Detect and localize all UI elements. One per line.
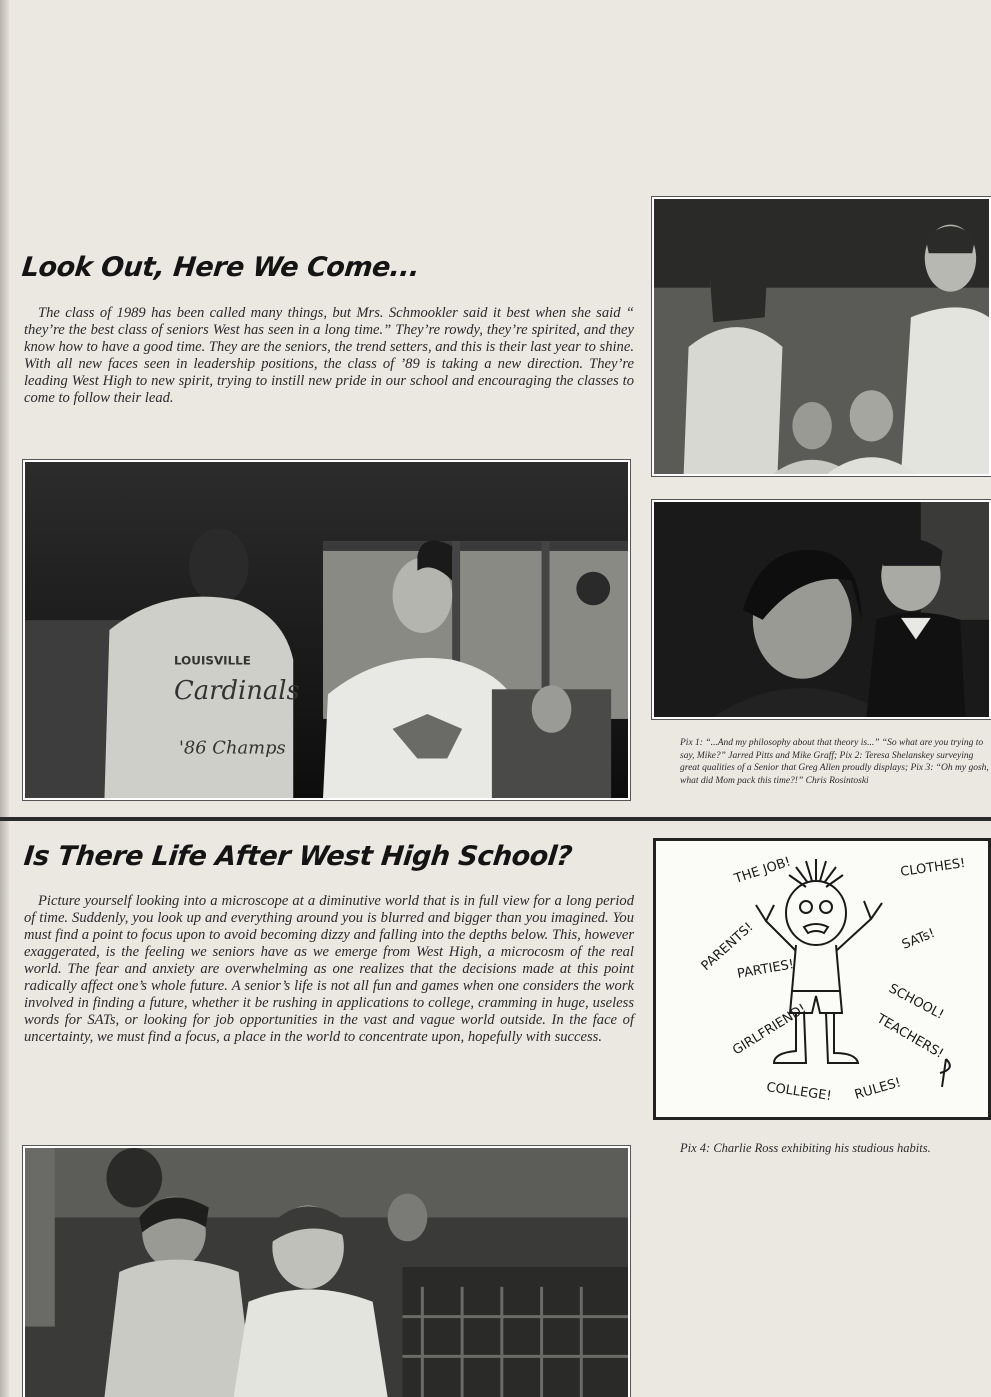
cartoon-word-parties: PARTIES! <box>736 957 796 982</box>
cartoon-word-college: COLLEGE! <box>765 1080 833 1105</box>
shirt-text-line1: LOUISVILLE <box>174 653 251 668</box>
cartoon-word-sats: SATs! <box>899 926 938 953</box>
photo-pix4-library <box>23 1146 630 1397</box>
cartoon-drawing-box <box>653 838 991 1120</box>
photo-pix2-outdoor-group <box>652 197 991 476</box>
page-binding-edge <box>0 0 10 1397</box>
shirt-text-line3: '86 Champs <box>178 737 286 759</box>
section2-paragraph-text: Picture yourself looking into a microscope at a diminutive world that is in full view for a long period of time. Suddenly, you look up and everything around you is blurred and bigger than you imagined. You must find a point to focus upon to avoid becoming dizzy and falling into the depths below. This, however exaggerated, is the feeling we seniors have as we emerge from West High, a microcosm of the real world. The fear and anxiety are overwhelming as one realizes that the decisions made at this point radically affect one’s whole future. A senior’s life is not all fun and games when one considers the work involved in finding a future, whether it be rushing in applications to college, cramming in huge, useless words for SATs, or looking for job opportunities in the vast and vague world outside. In the face of uncertainty, we must find a focus, a place in the world to concentrate upon, hopefully with success. <box>24 893 634 1045</box>
cartoon-word-parents: PARENTS! <box>698 919 757 974</box>
section2-paragraph <box>24 893 634 1046</box>
shirt-text-line2: Cardinals <box>174 676 300 707</box>
cartoon-word-girlfriend: GIRLFRIEND! <box>730 1001 810 1059</box>
caption-pix-4: Pix 4: Charlie Ross exhibiting his studious habits. <box>680 1141 931 1155</box>
section1-paragraph <box>24 305 634 407</box>
cartoon-word-rules: RULES! <box>852 1075 903 1103</box>
section1-paragraph-text: The class of 1989 has been called many things, but Mrs. Schmookler said it best when she said “ they’re the best class of seniors West has seen in a long time.” They’re rowdy, they’re spirited, and they know how to have a good time. They are the seniors, the trend setters, and this is their last year to shine. With all new faces seen in leadership positions, the class of ’89 is taking a new direction. They’re leading West High to new spirit, trying to instill new pride in our school and encouraging the classes to come to follow their lead. <box>24 305 634 406</box>
photo-pix1-students-talking <box>23 460 630 800</box>
cartoon-word-school: SCHOOL! <box>886 981 947 1023</box>
caption-pix-1-3: Pix 1: “...And my philosophy about that theory is...” “So what are you trying to say, Mike?” Jarred Pitts and Mike Graff; Pix 2: Teresa Shelanskey surveying great qualities of a Senior that Greg Allen proudly displays; Pix 3: “Oh my gosh, what did Mom pack this time?!” Chris Rosintoski <box>680 738 989 786</box>
section2-heading: Is There Life After West High School? <box>22 841 574 872</box>
section1-heading: Look Out, Here We Come... <box>20 252 421 283</box>
cartoon-word-job: THE JOB! <box>732 854 793 887</box>
cartoon-signature <box>940 1059 950 1087</box>
cartoon-word-teachers: TEACHERS! <box>874 1011 946 1062</box>
photo-pix3-students <box>652 500 991 719</box>
cartoon-word-clothes: CLOTHES! <box>899 855 967 880</box>
section-divider <box>0 817 991 821</box>
